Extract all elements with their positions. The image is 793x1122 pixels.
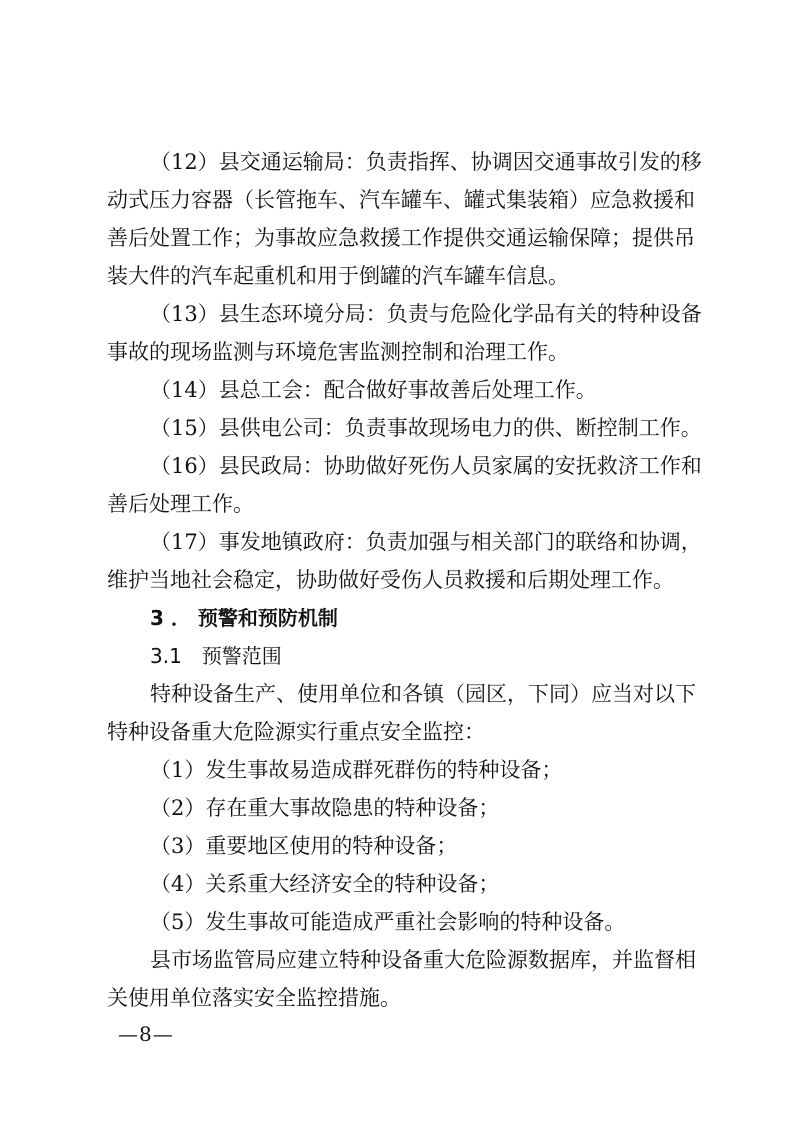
subsection-heading-3-1: 3.1 预警范围 [150,644,282,668]
para-12-line-4: 装大件的汽车起重机和用于倒罐的汽车罐车信息。 [107,264,569,288]
list-item-2: （2）存在重大事故隐患的特种设备； [150,796,500,820]
para-15: （15）县供电公司：负责事故现场电力的供、断控制工作。 [150,416,702,440]
para-13-line-2: 事故的现场监测与环境危害监测控制和治理工作。 [107,340,569,364]
list-item-5: （5）发生事故可能造成严重社会影响的特种设备。 [150,910,626,934]
para-12-line-1: （12）县交通运输局：负责指挥、协调因交通事故引发的移 [150,150,702,174]
list-item-1: （1）发生事故易造成群死群伤的特种设备； [150,758,563,782]
para-database-line-2: 关使用单位落实安全监控措施。 [107,986,401,1010]
section-heading-3: 3 ． 预警和预防机制 [150,606,338,630]
para-scope-line-2: 特种设备重大危险源实行重点安全监控： [107,720,485,744]
page-number: —8— [118,1022,174,1046]
para-14: （14）县总工会：配合做好事故善后处理工作。 [150,378,597,402]
para-16-line-1: （16）县民政局：协助做好死伤人员家属的安抚救济工作和 [150,454,702,478]
para-16-line-2: 善后处理工作。 [107,492,254,516]
para-13-line-1: （13）县生态环境分局：负责与危险化学品有关的特种设备 [150,302,702,326]
para-12-line-2: 动式压力容器（长管拖车、汽车罐车、罐式集装箱）应急救援和 [107,188,695,212]
para-17-line-2: 维护当地社会稳定，协助做好受伤人员救援和后期处理工作。 [107,568,674,592]
para-scope-line-1: 特种设备生产、使用单位和各镇（园区，下同）应当对以下 [150,682,696,706]
para-12-line-3: 善后处置工作；为事故应急救援工作提供交通运输保障；提供吊 [107,226,695,250]
para-database-line-1: 县市场监管局应建立特种设备重大危险源数据库，并监督相 [150,948,696,972]
para-17-line-1: （17）事发地镇政府：负责加强与相关部门的联络和协调， [150,530,702,554]
list-item-4: （4）关系重大经济安全的特种设备； [150,872,500,896]
list-item-3: （3）重要地区使用的特种设备； [150,834,458,858]
